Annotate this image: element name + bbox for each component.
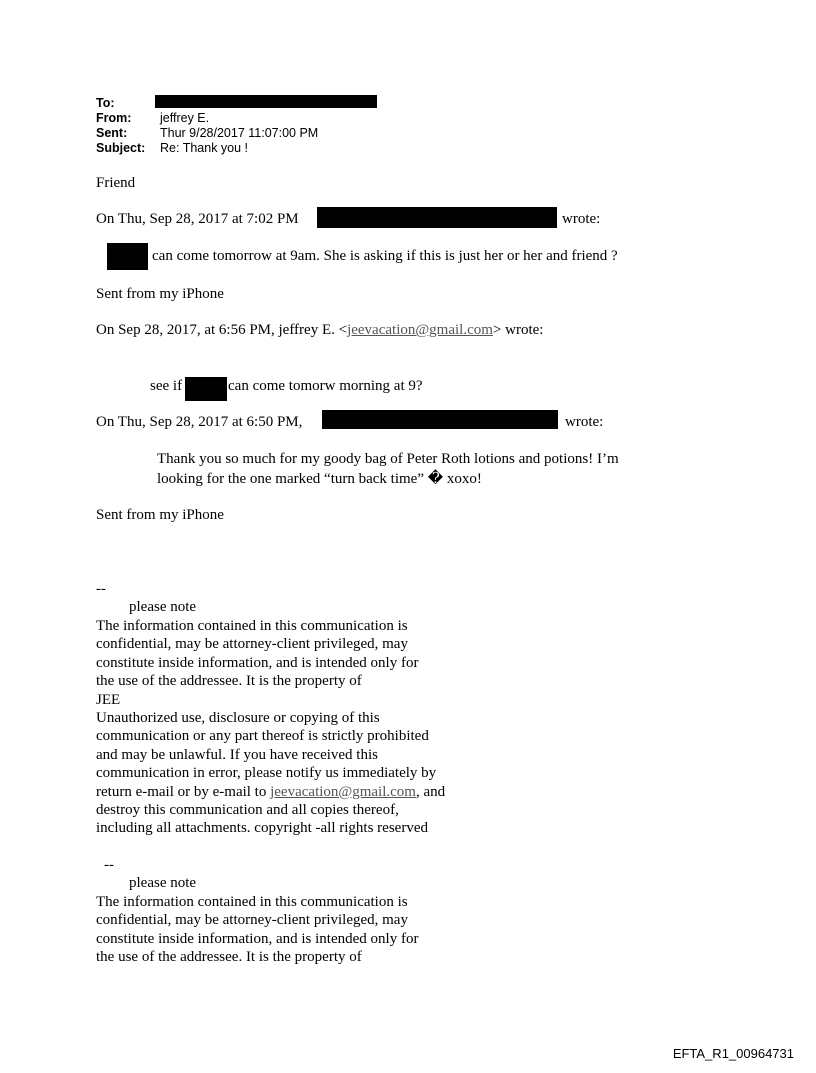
to-row [96,96,160,111]
doc-id: EFTA_R1_00964731 [672,1046,794,1061]
disclaimer1-line: communication or any part thereof is strictly prohibited [96,728,429,745]
quote1-text: can come tomorrow at 9am. She is asking if this is just her or her and friend ? [152,248,618,264]
sent-label: Sent: [96,126,128,140]
disclaimer1-line: constitute inside information, and is intended only for [96,654,419,671]
signature2: Sent from my iPhone [96,507,224,523]
disclaimer2-line: The information contained in this communication is [96,894,408,910]
reply-text: Friend [96,175,136,191]
disclaimer1-line: including all attachments. copyright -all rights reserved [96,820,428,837]
sent-value: Thur 9/28/2017 11:07:00 PM [160,126,319,140]
to-label: To: [96,96,115,110]
quote3-wrote: wrote: [565,414,604,430]
from-value: jeffrey E. [160,111,210,125]
quote1-wrote: wrote: [562,211,601,227]
disclaimer1-line: and may be unlawful. If you have received this [96,746,378,763]
redaction-quote2-name [185,377,227,401]
disclaimer1-line: JEE [96,691,121,708]
redaction-to [155,95,377,108]
disclaimer1-line: Unauthorized use, disclosure or copying of this [96,710,380,727]
disclaimer1-line: the use of the addressee. It is the property of [96,673,362,690]
disclaimer1-line: The information contained in this communication is [96,618,408,634]
disclaimer1-email-after: , and [415,783,446,800]
disclaimer1-email-link[interactable]: jeevacation@gmail.com [270,783,416,800]
subject-label: Subject: [96,141,146,155]
disclaimer1-line: confidential, may be attorney-client privileged, may [96,636,408,653]
disclaimer1-line: communication in error, please notify us immediately by [96,765,437,782]
disclaimer1-email-line [96,783,445,801]
disclaimer2-dashes: -- [104,857,114,873]
quote3-line2: looking for the one marked “turn back time” � xoxo! [157,471,482,487]
quote2-email-link[interactable]: jeevacation@gmail.com [347,322,493,338]
disclaimer2-line: the use of the addressee. It is the property of [96,949,362,966]
subject-value: Re: Thank you ! [160,141,249,155]
disclaimer2-line: constitute inside information, and is intended only for [96,930,419,947]
subject-row [96,141,248,156]
redaction-quote3-sender [322,410,558,429]
redaction-quote1-sender [317,207,557,228]
signature1: Sent from my iPhone [96,286,224,302]
quote2-intro-after: > wrote: [492,322,544,338]
disclaimer1-note: please note [129,599,197,615]
quote2-intro [96,322,543,339]
redaction-quote1-name [107,243,148,270]
sent-row [96,126,318,141]
quote2-text-after: can come tomorw morning at 9? [228,378,423,394]
from-label: From: [96,111,132,125]
disclaimer2-note: please note [129,875,197,891]
disclaimer2-lines [96,893,418,967]
quote3-intro: On Thu, Sep 28, 2017 at 6:50 PM, [96,414,303,430]
disclaimer1-email-before: return e-mail or by e-mail to [96,783,271,800]
quote3-line1: Thank you so much for my goody bag of Peter Roth lotions and potions! I’m [157,451,619,467]
disclaimer1-dashes: -- [96,581,106,597]
from-row [96,111,209,126]
quote1-intro: On Thu, Sep 28, 2017 at 7:02 PM [96,211,299,227]
disclaimer1-lines [96,617,445,838]
disclaimer1-line: destroy this communication and all copies thereof, [96,802,399,819]
quote2-intro-before: On Sep 28, 2017, at 6:56 PM, jeffrey E. < [96,322,348,338]
disclaimer2-line: confidential, may be attorney-client privileged, may [96,912,408,929]
quote2-text-before: see if [150,378,183,394]
